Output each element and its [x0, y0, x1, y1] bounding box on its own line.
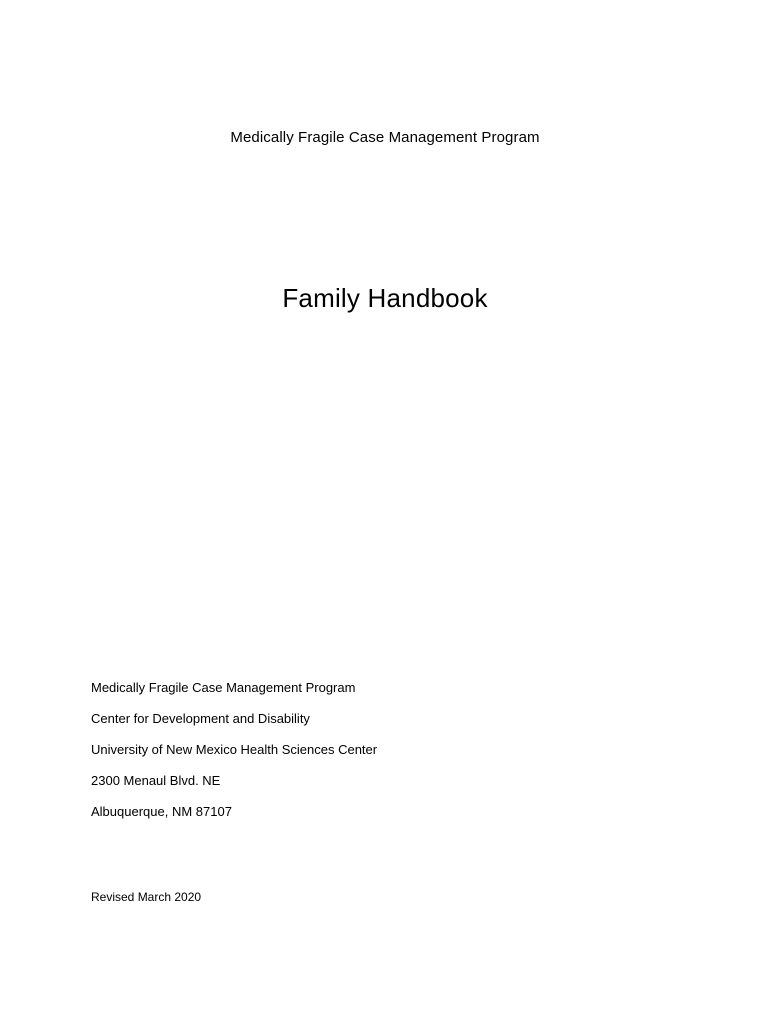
document-title: Family Handbook	[282, 283, 488, 313]
address-line-organization: Medically Fragile Case Management Program	[91, 680, 356, 695]
address-block	[91, 679, 377, 834]
revision-note: Revised March 2020	[91, 890, 202, 904]
address-line-city: Albuquerque, NM 87107	[91, 804, 232, 819]
address-line-university: University of New Mexico Health Sciences Center	[91, 742, 378, 757]
address-line-street: 2300 Menaul Blvd. NE	[91, 773, 221, 788]
program-heading: Medically Fragile Case Management Program	[230, 129, 540, 146]
address-line-center: Center for Development and Disability	[91, 711, 310, 726]
